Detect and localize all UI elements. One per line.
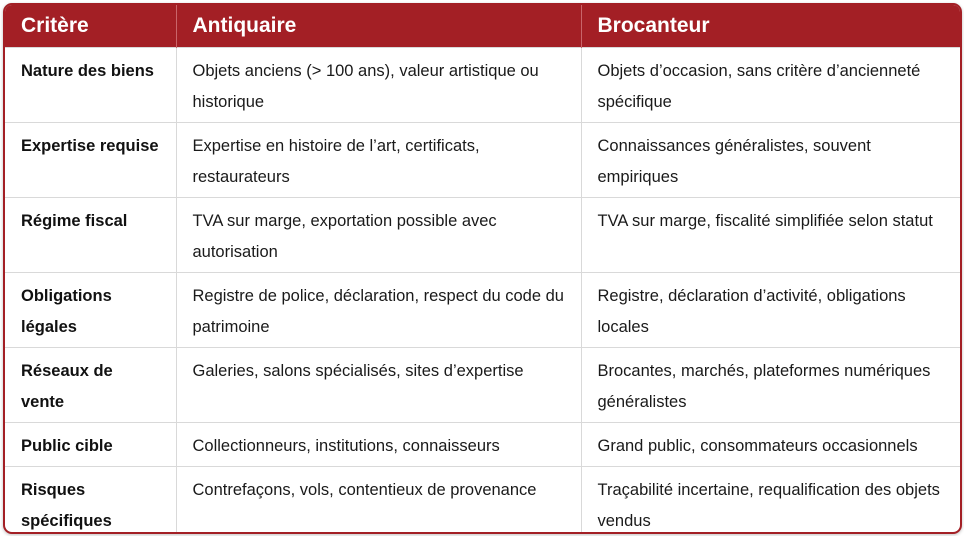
criterion-cell: Régime fiscal (5, 197, 176, 272)
brocanteur-cell: Connaissances généralistes, souvent empiriques (581, 122, 960, 197)
header-brocanteur: Brocanteur (597, 13, 710, 37)
table-row (5, 122, 960, 197)
antiquaire-cell: TVA sur marge, exportation possible avec autorisation (176, 197, 581, 272)
brocanteur-cell: Objets d’occasion, sans critère d’ancienneté spécifique (581, 47, 960, 122)
antiquaire-cell: Galeries, salons spécialisés, sites d’expertise (176, 347, 581, 422)
table-row (5, 272, 960, 347)
header-antiquaire: Antiquaire (176, 5, 581, 47)
criterion-cell: Nature des biens (5, 47, 176, 122)
table-row (5, 197, 960, 272)
antiquaire-cell: Expertise en histoire de l’art, certificats, restaurateurs (176, 122, 581, 197)
antiquaire-cell: Objets anciens (> 100 ans), valeur artistique ou historique (176, 47, 581, 122)
brocanteur-cell: Brocantes, marchés, plateformes numériques généralistes (581, 347, 960, 422)
criterion-cell: Expertise requise (5, 122, 176, 197)
brocanteur-cell: Registre, déclaration d’activité, obligations locales (581, 272, 960, 347)
header-row (5, 5, 960, 47)
criterion-cell: Réseaux de vente (5, 347, 176, 422)
table-row (5, 422, 960, 466)
criterion-cell: Obligations légales (5, 272, 176, 347)
header-criterion: Critère (5, 5, 176, 47)
comparison-table-container (3, 3, 962, 534)
brocanteur-cell: Traçabilité incertaine, requalification des objets vendus (581, 466, 960, 534)
table-body (5, 47, 960, 534)
comparison-table (5, 5, 960, 534)
table-row (5, 466, 960, 534)
criterion-cell: Public cible (5, 422, 176, 466)
table-row (5, 347, 960, 422)
table-header (5, 5, 960, 47)
table-row (5, 47, 960, 122)
brocanteur-cell: TVA sur marge, fiscalité simplifiée selon statut (581, 197, 960, 272)
antiquaire-cell: Registre de police, déclaration, respect du code du patrimoine (176, 272, 581, 347)
antiquaire-cell: Collectionneurs, institutions, connaisseurs (176, 422, 581, 466)
antiquaire-cell: Contrefaçons, vols, contentieux de provenance (176, 466, 581, 534)
brocanteur-cell: Grand public, consommateurs occasionnels (581, 422, 960, 466)
criterion-cell: Risques spécifiques (5, 466, 176, 534)
